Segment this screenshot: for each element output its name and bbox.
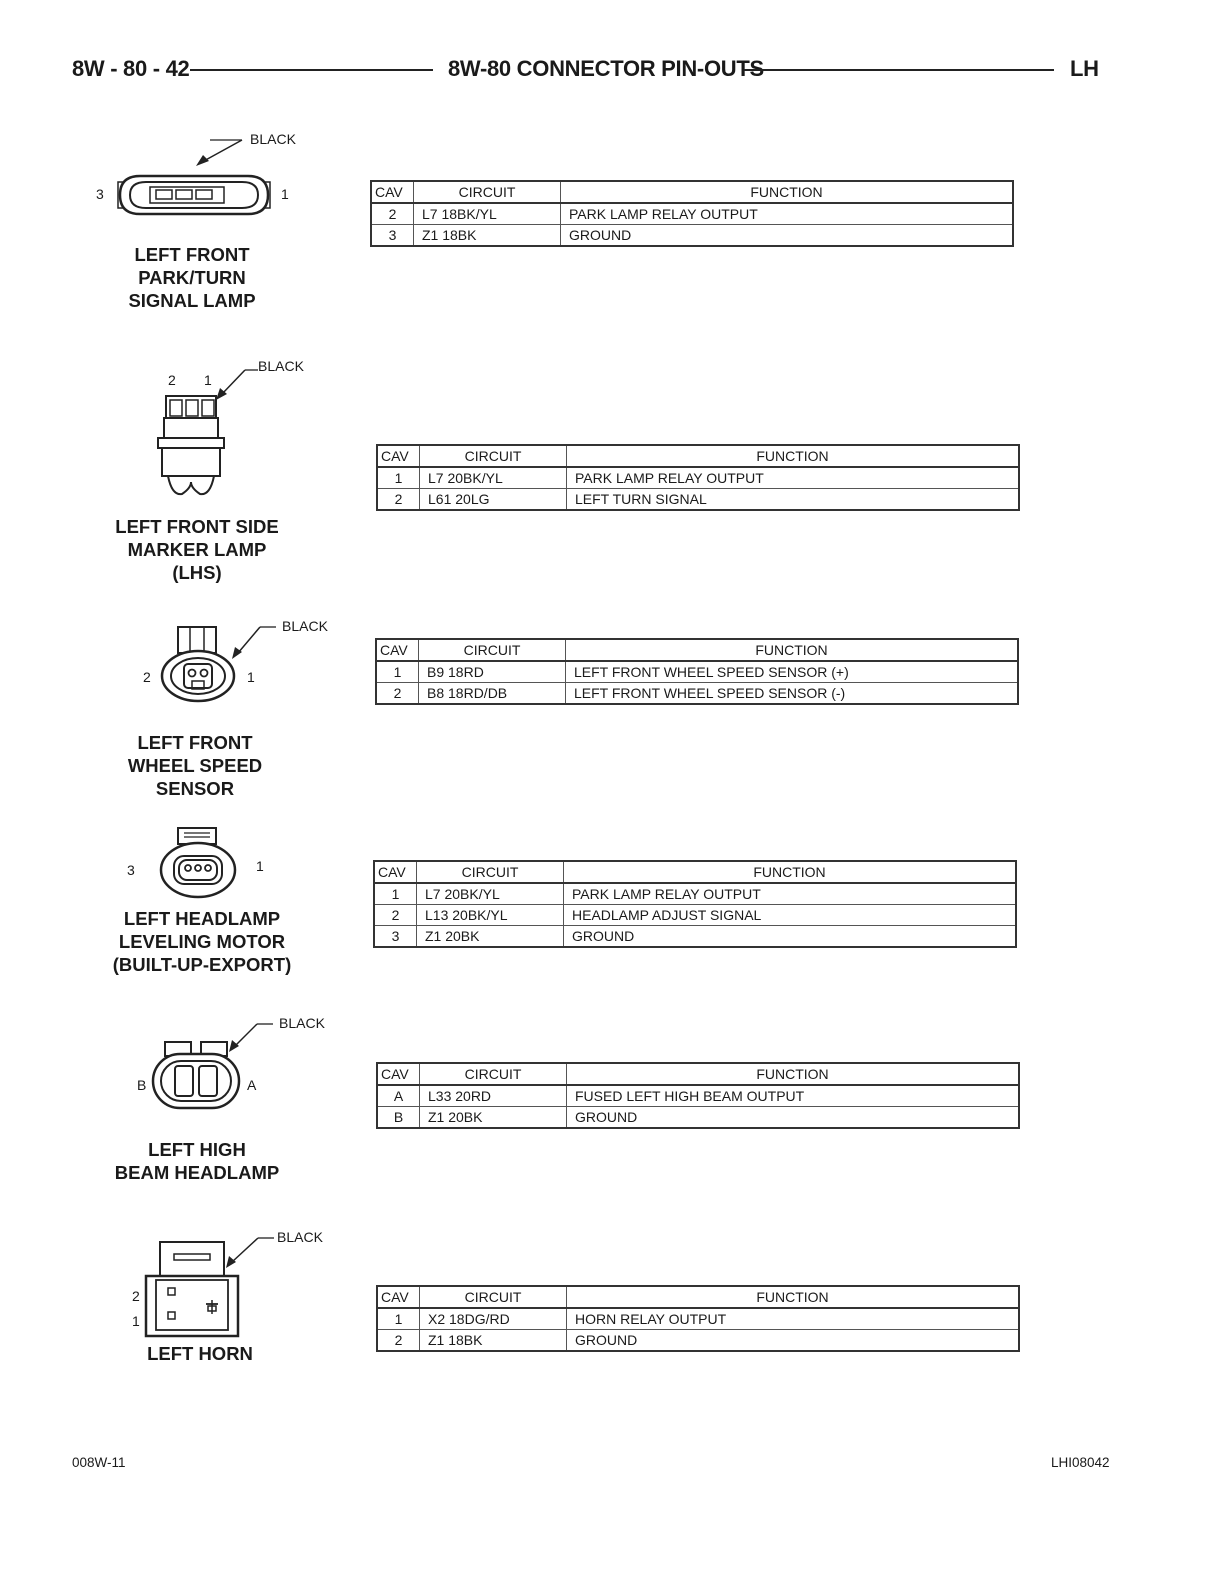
circuit-header: CIRCUIT: [420, 1063, 567, 1085]
table-row: [377, 1107, 1019, 1129]
function-header: FUNCTION: [566, 639, 1019, 661]
horn-pin-table: [376, 1285, 1020, 1352]
function-cell: LEFT FRONT WHEEL SPEED SENSOR (+): [566, 661, 1019, 683]
circuit-cell: Z1 18BK: [414, 225, 561, 247]
function-cell: PARK LAMP RELAY OUTPUT: [564, 883, 1017, 905]
circuit-cell: Z1 18BK: [420, 1330, 567, 1352]
cav-cell: 1: [377, 467, 420, 489]
cav-cell: 3: [374, 926, 417, 948]
function-cell: PARK LAMP RELAY OUTPUT: [567, 467, 1020, 489]
cav-header: CAV: [377, 1063, 420, 1085]
wheel-speed-pin-right: 1: [247, 669, 255, 685]
cav-header: CAV: [377, 445, 420, 467]
table-header-row: [377, 445, 1019, 467]
function-cell: PARK LAMP RELAY OUTPUT: [561, 203, 1014, 225]
function-cell: GROUND: [567, 1107, 1020, 1129]
table-row: [377, 467, 1019, 489]
cav-cell: 3: [371, 225, 414, 247]
side-marker-title: LEFT FRONT SIDE MARKER LAMP (LHS): [115, 516, 279, 583]
function-cell: FUSED LEFT HIGH BEAM OUTPUT: [567, 1085, 1020, 1107]
circuit-header: CIRCUIT: [419, 639, 566, 661]
high-beam-pin-left: B: [137, 1077, 147, 1093]
cav-cell: A: [377, 1085, 420, 1107]
table-header-row: [376, 639, 1018, 661]
cav-cell: 1: [374, 883, 417, 905]
table-row: [377, 1330, 1019, 1352]
circuit-header: CIRCUIT: [420, 445, 567, 467]
wheel-speed-title: LEFT FRONT WHEEL SPEED SENSOR: [127, 732, 263, 799]
wheel-speed-color-label: BLACK: [282, 618, 328, 634]
leveling-motor-title: LEFT HEADLAMP LEVELING MOTOR (BUILT-UP-EXPORT): [112, 908, 292, 975]
high-beam-color-label: BLACK: [279, 1015, 325, 1031]
header-rule-left: [190, 69, 433, 71]
table-header-row: [377, 1063, 1019, 1085]
park-turn-pin-left: 3: [96, 186, 104, 202]
function-cell: GROUND: [564, 926, 1017, 948]
circuit-cell: L33 20RD: [420, 1085, 567, 1107]
function-cell: GROUND: [561, 225, 1014, 247]
park-turn-pin-table: [370, 180, 1014, 247]
circuit-header: CIRCUIT: [414, 181, 561, 203]
function-cell: HORN RELAY OUTPUT: [567, 1308, 1020, 1330]
cav-cell: 1: [377, 1308, 420, 1330]
page-number: 8W - 80 - 42: [72, 56, 190, 81]
cav-cell: 1: [376, 661, 419, 683]
leveling-motor-connector-icon: [150, 822, 250, 902]
footer-figure-code: LHI08042: [1051, 1455, 1110, 1470]
circuit-cell: Z1 20BK: [420, 1107, 567, 1129]
horn-connector-icon: [140, 1228, 290, 1343]
cav-cell: 2: [377, 1330, 420, 1352]
horn-title: LEFT HORN: [147, 1343, 253, 1364]
wheel-speed-connector-icon: [150, 615, 290, 710]
footer-doc-code: 008W-11: [72, 1455, 126, 1470]
circuit-cell: L61 20LG: [420, 489, 567, 511]
cav-header: CAV: [376, 639, 419, 661]
cav-header: CAV: [374, 861, 417, 883]
cav-cell: 2: [374, 905, 417, 926]
table-row: [376, 683, 1018, 705]
circuit-cell: Z1 20BK: [417, 926, 564, 948]
horn-color-label: BLACK: [277, 1229, 323, 1245]
leveling-motor-pin-right: 1: [256, 858, 264, 874]
section-code: LH: [1070, 56, 1099, 81]
side-marker-pin-table: [376, 444, 1020, 511]
table-row: [377, 489, 1019, 511]
function-cell: LEFT TURN SIGNAL: [567, 489, 1020, 511]
function-header: FUNCTION: [564, 861, 1017, 883]
leveling-motor-pin-left: 3: [127, 862, 135, 878]
table-row: [374, 905, 1016, 926]
cav-header: CAV: [371, 181, 414, 203]
wheel-speed-pin-left: 2: [143, 669, 151, 685]
table-row: [377, 1308, 1019, 1330]
park-turn-title: LEFT FRONT PARK/TURN SIGNAL LAMP: [128, 244, 256, 311]
circuit-cell: X2 18DG/RD: [420, 1308, 567, 1330]
function-header: FUNCTION: [567, 1063, 1020, 1085]
horn-pin-bottom: 1: [132, 1313, 140, 1329]
circuit-cell: L13 20BK/YL: [417, 905, 564, 926]
horn-pin-top: 2: [132, 1288, 140, 1304]
table-row: [374, 926, 1016, 948]
high-beam-connector-icon: [145, 1012, 285, 1117]
leveling-motor-pin-table: [373, 860, 1017, 948]
page-title: 8W-80 CONNECTOR PIN-OUTS: [448, 56, 764, 81]
function-cell: HEADLAMP ADJUST SIGNAL: [564, 905, 1017, 926]
circuit-header: CIRCUIT: [417, 861, 564, 883]
park-turn-color-label: BLACK: [250, 131, 296, 147]
header-rule-right: [744, 69, 1054, 71]
circuit-cell: B9 18RD: [419, 661, 566, 683]
cav-header: CAV: [377, 1286, 420, 1308]
park-turn-pin-right: 1: [281, 186, 289, 202]
table-header-row: [374, 861, 1016, 883]
circuit-cell: L7 20BK/YL: [417, 883, 564, 905]
table-row: [371, 203, 1013, 225]
circuit-header: CIRCUIT: [420, 1286, 567, 1308]
high-beam-title: LEFT HIGH BEAM HEADLAMP: [114, 1139, 280, 1183]
table-header-row: [371, 181, 1013, 203]
cav-cell: 2: [376, 683, 419, 705]
function-cell: LEFT FRONT WHEEL SPEED SENSOR (-): [566, 683, 1019, 705]
side-marker-pin-left: 2: [168, 372, 176, 388]
table-row: [376, 661, 1018, 683]
cav-cell: B: [377, 1107, 420, 1129]
side-marker-pin-right: 1: [204, 372, 212, 388]
wheel-speed-pin-table: [375, 638, 1019, 705]
function-header: FUNCTION: [561, 181, 1014, 203]
circuit-cell: L7 20BK/YL: [420, 467, 567, 489]
function-header: FUNCTION: [567, 1286, 1020, 1308]
table-row: [374, 883, 1016, 905]
table-header-row: [377, 1286, 1019, 1308]
cav-cell: 2: [371, 203, 414, 225]
circuit-cell: B8 18RD/DB: [419, 683, 566, 705]
function-cell: GROUND: [567, 1330, 1020, 1352]
cav-cell: 2: [377, 489, 420, 511]
high-beam-pin-table: [376, 1062, 1020, 1129]
table-row: [371, 225, 1013, 247]
function-header: FUNCTION: [567, 445, 1020, 467]
side-marker-color-label: BLACK: [258, 358, 304, 374]
high-beam-pin-right: A: [247, 1077, 257, 1093]
circuit-cell: L7 18BK/YL: [414, 203, 561, 225]
table-row: [377, 1085, 1019, 1107]
